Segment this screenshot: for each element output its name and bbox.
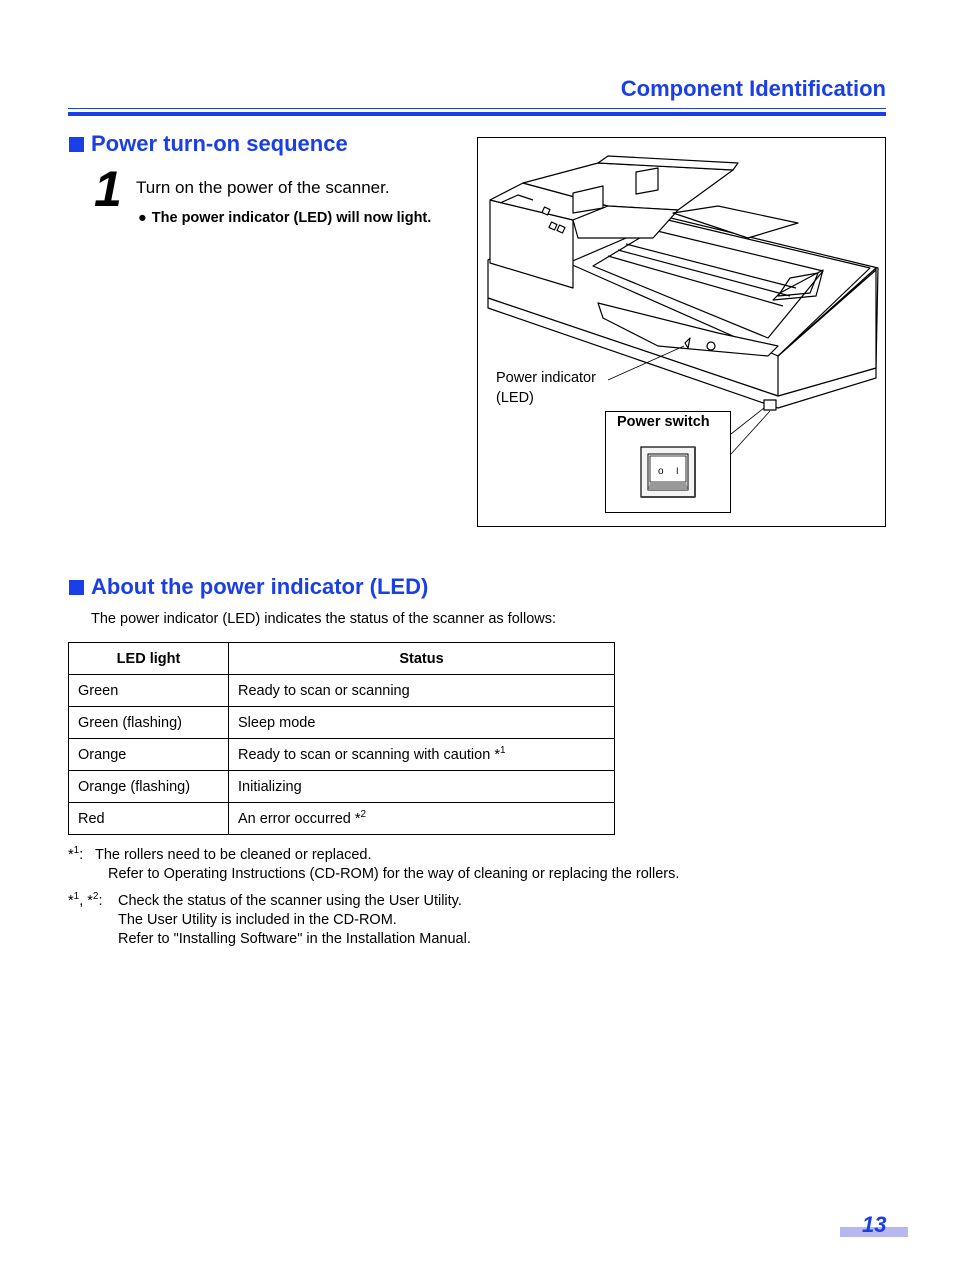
power-switch-label: Power switch <box>617 414 710 430</box>
callout-power-indicator: Power indicator <box>496 370 596 386</box>
column-header-status: Status <box>229 643 615 675</box>
status-cell: Initializing <box>229 771 615 803</box>
status-cell: Ready to scan or scanning <box>229 675 615 707</box>
section-heading-text: Power turn-on sequence <box>91 131 348 156</box>
header-rule-thick <box>68 112 886 116</box>
footnote-2-marker: *$^1$, *$^2$: <box>68 891 103 909</box>
page-number: 13 <box>862 1212 887 1237</box>
status-cell: An error occurred *$^2$ <box>229 803 615 835</box>
rocker-switch-icon <box>606 412 730 512</box>
footnote-1-line1: The rollers need to be cleaned or replaced. <box>95 847 372 863</box>
step-text: Turn on the power of the scanner. <box>136 178 390 197</box>
square-bullet-icon <box>69 137 84 152</box>
led-intro-text: The power indicator (LED) indicates the status of the scanner as follows: <box>91 611 557 627</box>
step-number: 1 <box>94 161 122 217</box>
footnote-1-line2: Refer to Operating Instructions (CD-ROM) for the way of cleaning or replacing the rollers. <box>108 866 680 882</box>
power-switch-inset <box>605 411 731 513</box>
callout-power-indicator-led: (LED) <box>496 390 534 406</box>
bullet-icon: ● <box>138 210 147 226</box>
page-header-title: Component Identification <box>620 76 886 101</box>
led-status-table <box>68 642 615 835</box>
square-bullet-icon <box>69 580 84 595</box>
step-note <box>138 210 431 226</box>
footnote-2-line2: The User Utility is included in the CD-ROM. <box>118 912 397 928</box>
led-cell: Green (flashing) <box>69 707 229 739</box>
step-note-text: The power indicator (LED) will now light. <box>151 210 432 226</box>
table-row <box>69 739 615 771</box>
led-cell: Orange (flashing) <box>69 771 229 803</box>
section-heading-power-on <box>69 131 348 157</box>
scanner-figure <box>477 137 886 527</box>
section-heading-text: About the power indicator (LED) <box>91 574 429 599</box>
table-row <box>69 675 615 707</box>
table-header-row <box>69 643 615 675</box>
led-cell: Red <box>69 803 229 835</box>
status-cell: Sleep mode <box>229 707 615 739</box>
footnote-2-line1: Check the status of the scanner using the User Utility. <box>118 893 462 909</box>
switch-off-symbol: o <box>658 466 664 477</box>
header-rule <box>68 108 886 109</box>
footnote-2-line3: Refer to "Installing Software" in the Installation Manual. <box>118 931 471 947</box>
status-cell: Ready to scan or scanning with caution *$^1$ <box>229 739 615 771</box>
table-row <box>69 771 615 803</box>
table-row <box>69 707 615 739</box>
switch-on-symbol: I <box>676 466 679 476</box>
footnote-1-marker: *$^1$: <box>68 845 84 863</box>
led-cell: Orange <box>69 739 229 771</box>
led-cell: Green <box>69 675 229 707</box>
table-row <box>69 803 615 835</box>
section-heading-led <box>69 574 428 600</box>
column-header-led: LED light <box>69 643 229 675</box>
